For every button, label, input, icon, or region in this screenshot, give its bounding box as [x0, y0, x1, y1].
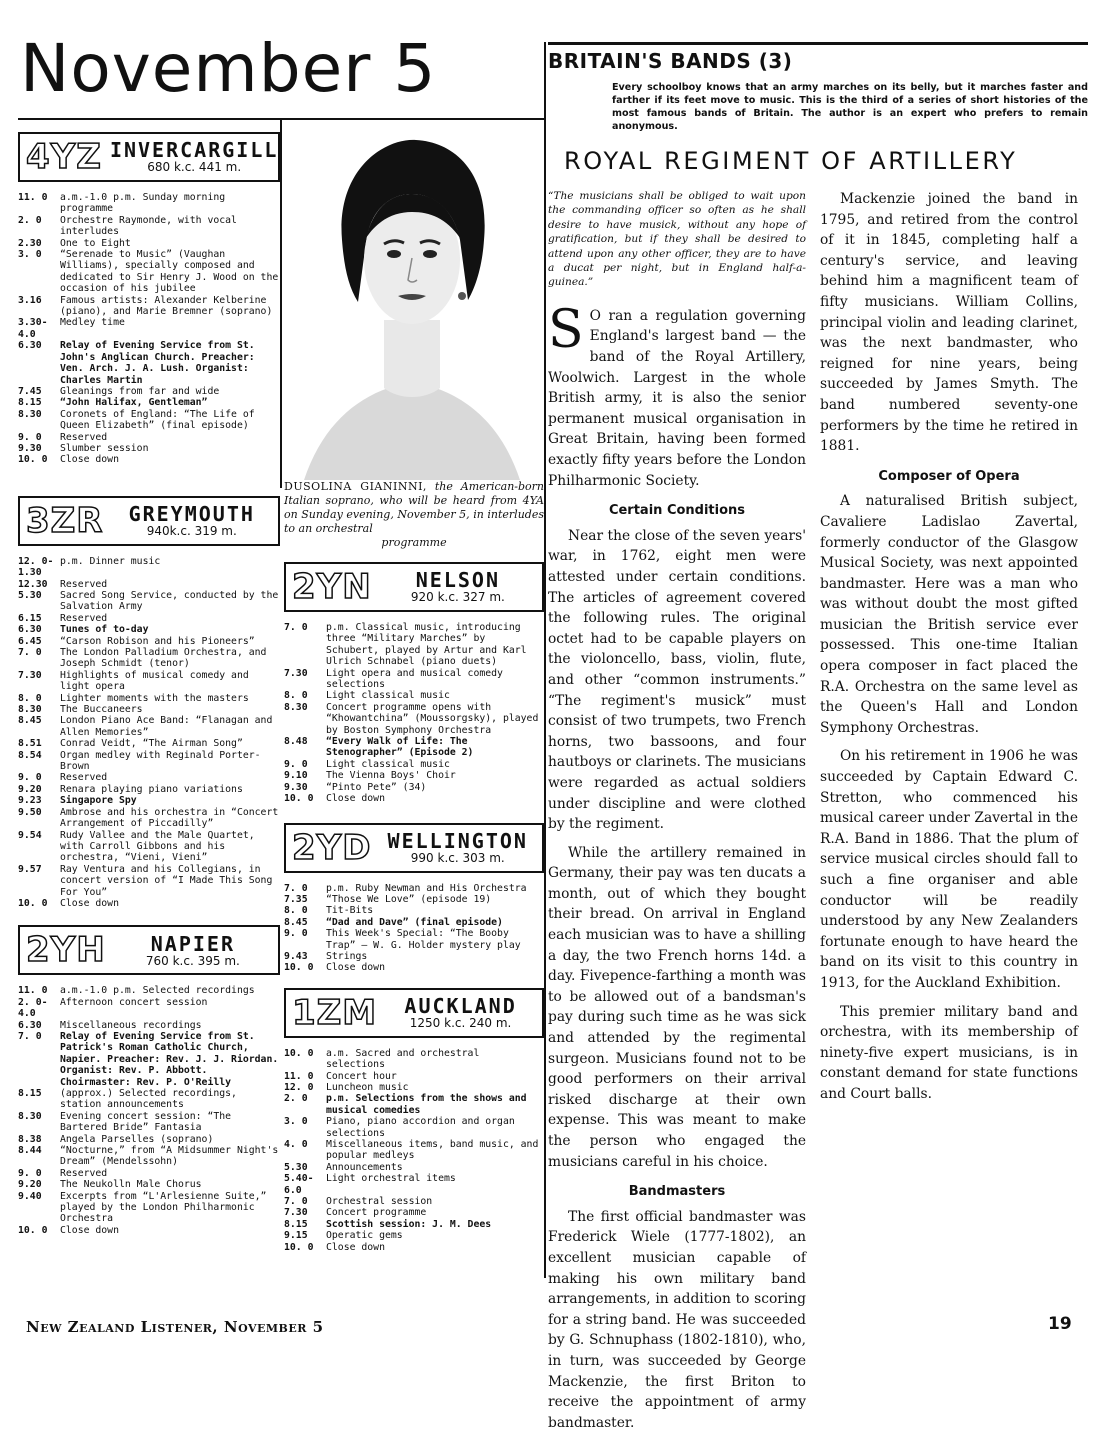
programme-item [18, 1168, 280, 1179]
programme-item [18, 784, 280, 795]
station-header [18, 132, 280, 182]
portrait-illustration [284, 120, 540, 480]
listings-column-right [284, 120, 544, 1253]
programme-item [284, 1139, 544, 1162]
programme-description: Reserved [60, 612, 108, 624]
programme-item [18, 249, 280, 295]
programme-description: Scottish session: J. M. Dees [326, 1218, 492, 1230]
programme-time: 10. 0 [284, 1047, 314, 1059]
programme-item [18, 215, 280, 238]
programme-description: “Those We Love” (episode 19) [326, 893, 492, 905]
programme-time: 8.30 [18, 408, 42, 420]
programme-description: Close down [60, 897, 119, 909]
programme-description: London Piano Ace Band: “Flanagan and Allen Memories” [60, 715, 273, 738]
programme-description: Light orchestral items [326, 1173, 456, 1185]
programme-description: (approx.) Selected recordings, station announcements [60, 1088, 237, 1111]
programme-time: 10. 0 [284, 1241, 314, 1253]
programme-item [18, 997, 280, 1020]
programme-item [284, 1116, 544, 1139]
programme-item [18, 1145, 280, 1168]
programme-time: 3.16 [18, 294, 42, 306]
programme-description: Afternoon concert session [60, 996, 208, 1008]
programme-description: One to Eight [60, 237, 131, 249]
programme-item [284, 1207, 544, 1218]
article-title: ROYAL REGIMENT OF ARTILLERY [564, 147, 1018, 175]
programme-time: 8.48 [284, 736, 308, 748]
programme-time: 2. 0-4.0 [18, 996, 48, 1020]
programme-description: Singapore Spy [60, 795, 137, 807]
programme-item [18, 1225, 280, 1236]
station-info [380, 569, 536, 604]
programme-description: Organ medley with Reginald Porter-Brown [60, 749, 261, 773]
programme-description: Lighter moments with the masters [60, 692, 249, 704]
programme-time: 11. 0 [18, 985, 48, 997]
programme-item [284, 1230, 544, 1241]
station-block-1zm [284, 988, 544, 1253]
programme-description: Announcements [326, 1161, 403, 1173]
programme-description: Angela Parselles (soprano) [60, 1133, 214, 1145]
paragraph-1-text: O ran a regulation governing England's largest band — the band of the Royal Artillery, Woolwich. Largest in the whole British army, it is also the senior permanent musical organisation in Great Britain, having been formed exactly fifty years before the London Philharmonic Society. [548, 307, 806, 489]
programme-description: Relay of Evening Service from St. John's Anglican Church. Preacher: Ven. Arch. J. A. Lush. Organist: Charles Martin [60, 340, 255, 386]
programme-time: 5.40-6.0 [284, 1173, 314, 1196]
programme-item [18, 432, 280, 443]
heading-certain-conditions: Certain Conditions [608, 503, 746, 519]
programme-time: 11. 0 [18, 192, 48, 203]
programme-time: 9.54 [18, 829, 42, 841]
programme-item [18, 397, 280, 408]
programme-description: Excerpts from “L'Arlesienne Suite,” played by the London Philharmonic Orchestra [60, 1190, 267, 1225]
programme-description: Slumber session [60, 442, 149, 454]
programme-description: Medley time [60, 317, 125, 329]
programme-item [18, 386, 280, 397]
programme-time: 9.20 [18, 783, 42, 795]
programme-time: 8.15 [18, 1088, 42, 1099]
heading-bandmasters: Bandmasters [628, 1184, 726, 1200]
programme-description: “Nocturne,” from “A Midsummer Night's Dream” (Mendelssohn) [60, 1145, 279, 1168]
station-call-sign: 1ZM [292, 992, 378, 1033]
programme-description: Sacred Song Service, conducted by the Salvation Army [60, 589, 279, 613]
station-frequency: 760 k.c. 395 m. [145, 953, 240, 968]
programme-description: “Every Walk of Life: The Stenographer” (Episode 2) [326, 736, 474, 759]
station-frequency: 920 k.c. 327 m. [410, 590, 505, 605]
programme-description: Relay of Evening Service from St. Patrick's Roman Catholic Church, Napier. Preacher: Rev. J. J. Riordan. Organist: Rev. P. Abbott. Choirmaster: Rev. P. O'Reilly [60, 1030, 279, 1088]
programme-description: Light opera and musical comedy selections [326, 667, 503, 691]
opening-quote: “The musicians shall be obliged to wait upon the commanding officer so often as he shall desire to have musick, without any hope of gratification, but if they shall be desired to attend upon any other officer, they are to have a ducat per night, but in England half-a-guinea.” [548, 190, 806, 289]
programme-description: Evening concert session: “The Bartered Bride” Fantasia [60, 1110, 232, 1134]
station-call-sign: 2YH [26, 930, 106, 971]
programme-description: p.m. Classical music, introducing three “Military Marches” by Schubert, played by Artur and Karl Ulrich Schnabel (piano duets) [326, 622, 527, 668]
programme-time: 6.30 [18, 1019, 42, 1031]
programme-item [18, 613, 280, 624]
programme-description: Conrad Veidt, “The Airman Song” [60, 738, 243, 750]
programme-item [18, 624, 280, 635]
programme-description: a.m.-1.0 p.m. Sunday morning programme [60, 192, 226, 215]
programme-item [18, 1134, 280, 1145]
programme-time: 6.45 [18, 635, 42, 647]
programme-item [18, 715, 280, 738]
programme-item [18, 317, 280, 340]
programme-time: 5.30 [18, 589, 42, 601]
programme-time: 9.30 [18, 442, 42, 454]
programme-item [284, 1242, 544, 1253]
programme-item [18, 192, 280, 215]
paragraph-6: A naturalised British subject, Cavaliere Ladislao Zavertal, formerly conductor of the Glasgow Musical Society, was next appointed bandmaster. Here was a man who was without doubt the most gifted musician the British service ever possessed. This one-time Italian opera composer in fact placed the R.A. Orchestra on the same level as the Queen's Hall and London Symphony Orchestras. [820, 493, 1078, 736]
station-block-4yz [18, 132, 280, 466]
programme-item [18, 864, 280, 898]
programme-description: Reserved [60, 431, 108, 443]
paragraph-1 [548, 299, 806, 491]
programme-time: 10. 0 [284, 962, 314, 974]
programme-list [284, 622, 544, 805]
caption-last: programme [381, 536, 447, 549]
programme-list [18, 192, 280, 466]
programme-time: 8.30 [18, 1110, 42, 1122]
programme-time: 9.10 [284, 770, 308, 782]
programme-time: 8.15 [18, 397, 42, 409]
programme-item [284, 782, 544, 793]
programme-item [18, 556, 280, 579]
programme-item [18, 579, 280, 590]
programme-description: Reserved [60, 1167, 108, 1179]
programme-item [18, 295, 280, 318]
programme-item [284, 894, 544, 905]
programme-description: p.m. Dinner music [60, 555, 161, 567]
programme-item [284, 1071, 544, 1082]
programme-item [284, 622, 544, 668]
programme-item [18, 454, 280, 465]
programme-time: 7.30 [18, 669, 42, 681]
station-block-2yn [284, 562, 544, 805]
programme-item [284, 770, 544, 781]
programme-item [18, 807, 280, 830]
programme-time: 8. 0 [284, 905, 308, 917]
programme-item [18, 795, 280, 806]
caption-name: DUSOLINA GIANINNI, [284, 480, 427, 493]
station-frequency: 940k.c. 319 m. [146, 524, 237, 539]
programme-description: This Week's Special: “The Booby Trap” — W. G. Holder mystery play [326, 928, 521, 951]
page-number: 19 [1048, 1314, 1072, 1334]
station-call-sign: 3ZR [26, 500, 104, 541]
programme-item [18, 636, 280, 647]
station-block-2yh [18, 925, 280, 1236]
programme-description: Ambrose and his orchestra in “Concert Arrangement of Piccadilly” [60, 806, 279, 830]
programme-item [18, 647, 280, 670]
programme-time: 6.30 [18, 624, 42, 636]
programme-item [18, 738, 280, 749]
programme-item [284, 1082, 544, 1093]
article-body [548, 189, 1088, 1441]
programme-list [284, 1048, 544, 1253]
programme-time: 9. 0 [284, 758, 308, 770]
station-city: AUCKLAND [404, 994, 517, 1019]
programme-time: 11. 0 [284, 1070, 314, 1082]
programme-time: 9. 0 [18, 431, 42, 443]
programme-time: 8.38 [18, 1133, 42, 1145]
programme-description: Close down [326, 962, 385, 974]
programme-description: Gleanings from far and wide [60, 385, 220, 397]
photo-caption [284, 480, 544, 550]
station-city: NELSON [415, 568, 500, 593]
programme-time: 9.57 [18, 863, 42, 875]
station-block-3zr [18, 496, 280, 910]
programme-time: 2.30 [18, 237, 42, 249]
programme-description: The Vienna Boys' Choir [326, 770, 456, 782]
paragraph-8: This premier military band and orchestra, with its membership of ninety-five expert musicians, is in constant demand for state functions and Court balls. [820, 1003, 1078, 1102]
programme-time: 2. 0 [18, 214, 42, 226]
listings-column-left [18, 120, 280, 1236]
programme-item [284, 702, 544, 736]
programme-item [18, 985, 280, 996]
programme-description: p.m. Ruby Newman and His Orchestra [326, 882, 527, 894]
programme-item [284, 917, 544, 928]
station-info [112, 503, 273, 538]
programme-item [284, 951, 544, 962]
programme-time: 7. 0 [284, 882, 308, 894]
programme-description: a.m. Sacred and orchestral selections [326, 1047, 480, 1071]
paragraph-2: Near the close of the seven years' war, in 1762, eight men were attested under certain conditions. The articles of agreement covered the following rules. The original octet had to be capable players on the violoncello, bass, violin, flute, and other “common instruments.” “The regiment's musick” must consist of two trumpets, two French horns, two bassoons, and four hautboys or clarinets. The musicians were regarded as actual soldiers under discipline and were clothed by the regiment. [548, 527, 806, 833]
programme-description: Close down [326, 1241, 385, 1253]
programme-description: Close down [60, 454, 119, 466]
programme-description: Concert programme [326, 1207, 427, 1219]
programme-item [18, 443, 280, 454]
programme-item [18, 1179, 280, 1190]
programme-item [284, 1048, 544, 1071]
page-title: November 5 [20, 30, 437, 107]
programme-time: 10. 0 [18, 897, 48, 909]
station-city: WELLINGTON [387, 828, 528, 853]
station-frequency: 990 k.c. 303 m. [410, 850, 505, 865]
programme-item [284, 793, 544, 804]
article [548, 42, 1088, 1441]
programme-description: The London Palladium Orchestra, and Joseph Schmidt (tenor) [60, 647, 267, 670]
programme-time: 8.45 [18, 715, 42, 727]
station-frequency: 1250 k.c. 240 m. [409, 1016, 512, 1031]
programme-item [18, 693, 280, 704]
programme-time: 12. 0-1.30 [18, 555, 54, 579]
programme-description: Tunes of to-day [60, 624, 149, 636]
programme-item [284, 759, 544, 770]
paragraph-3: While the artillery remained in Germany, their pay was ten ducats a month, out of which they bought their bread. On arrival in England each musician was to have a shilling a day, the two French horns 14d. a day. Fivepence-farthing a month was to be allowed out of a bandsman's pay during such time as he was sick and attended by the regimental surgeon. Musicians found not to be good performers on their arrival risked discharge at their own expense. This was meant to make the person who engaged the musicians careful in his choice. [548, 844, 806, 1170]
programme-description: Luncheon music [326, 1081, 409, 1093]
programme-time: 9.50 [18, 806, 42, 818]
programme-description: “Carson Robison and his Pioneers” [60, 635, 255, 647]
programme-time: 8.30 [18, 704, 42, 716]
programme-item [18, 409, 280, 432]
programme-item [18, 340, 280, 386]
programme-time: 3.30-4.0 [18, 317, 48, 340]
portrait-photo [284, 120, 540, 480]
programme-time: 9.15 [284, 1230, 308, 1242]
programme-time: 12. 0 [284, 1081, 314, 1093]
programme-time: 6.15 [18, 612, 42, 624]
column-divider [544, 42, 546, 1278]
programme-time: 9.40 [18, 1190, 42, 1202]
programme-time: 8. 0 [18, 692, 42, 704]
programme-description: Operatic gems [326, 1230, 403, 1242]
programme-item [284, 690, 544, 701]
programme-time: 9.30 [284, 781, 308, 793]
programme-time: 7.30 [284, 667, 308, 679]
programme-time: 3. 0 [284, 1116, 308, 1128]
station-call-sign: 2YD [292, 827, 372, 868]
heading-composer-of-opera: Composer of Opera [878, 468, 1020, 484]
programme-item [284, 928, 544, 951]
programme-time: 3. 0 [18, 249, 42, 261]
programme-item [284, 1173, 544, 1196]
programme-description: The Buccaneers [60, 704, 143, 716]
programme-item [18, 1111, 280, 1134]
programme-description: “Serenade to Music” (Vaughan Williams), specially composed and dedicated to Sir Henry J. Wood on the occasion of his jubilee [60, 249, 279, 295]
programme-item [18, 670, 280, 693]
programme-description: Miscellaneous items, band music, and popular medleys [326, 1139, 539, 1162]
programme-item [284, 1093, 544, 1116]
programme-time: 7. 0 [284, 622, 308, 633]
programme-time: 4. 0 [284, 1139, 308, 1150]
programme-time: 7.30 [284, 1207, 308, 1219]
series-title: BRITAIN'S BANDS (3) [548, 42, 1088, 73]
programme-description: Orchestral session [326, 1196, 433, 1208]
programme-time: 12.30 [18, 578, 48, 590]
programme-item [18, 1020, 280, 1031]
station-city: GREYMOUTH [128, 502, 255, 527]
programme-description: Concert hour [326, 1070, 397, 1082]
programme-description: Close down [60, 1224, 119, 1236]
programme-item [18, 772, 280, 783]
programme-item [18, 704, 280, 715]
programme-item [284, 736, 544, 759]
programme-description: a.m.-1.0 p.m. Selected recordings [60, 985, 255, 997]
programme-time: 7. 0 [18, 647, 42, 658]
programme-time: 7. 0 [18, 1030, 42, 1042]
station-info [385, 995, 536, 1030]
programme-description: Reserved [60, 772, 108, 784]
programme-description: Miscellaneous recordings [60, 1019, 202, 1031]
station-city: NAPIER [150, 931, 235, 956]
programme-description: “John Halifax, Gentleman” [60, 397, 208, 409]
programme-description: Light classical music [326, 758, 450, 770]
programme-description: Renara playing piano variations [60, 783, 243, 795]
programme-time: 8.44 [18, 1145, 42, 1157]
programme-item [18, 1191, 280, 1225]
programme-description: “Pinto Pete” (34) [326, 781, 427, 793]
programme-item [18, 750, 280, 773]
paragraph-4: The first official bandmaster was Frederick Wiele (1777-1802), an excellent musician capable of making his own military band arrangements, in addition to scoring for a string band. He was succeeded by G. Schnuphass (1802-1810), who, in turn, was succeeded by George Mackenzie, the first Briton to receive the appointment of army bandmaster. [548, 1208, 806, 1431]
programme-item [284, 1162, 544, 1173]
programme-description: Light classical music [326, 690, 450, 702]
programme-time: 8. 0 [284, 690, 308, 702]
programme-item [284, 1219, 544, 1230]
programme-item [18, 898, 280, 909]
paragraph-5: Mackenzie joined the band in 1795, and retired from the control of it in 1845, completing half a century's service, and leaving behind him a magnificent team of fifty musicians. William Collins, principal violin and leading clarinet, was the next bandmaster, who reigned for nine years, being succeeded by James Smyth. The band numbered seventy-one performers by the time he retired in 1881. [820, 191, 1078, 455]
programme-time: 10. 0 [284, 793, 314, 805]
programme-description: Reserved [60, 578, 108, 590]
station-frequency: 680 k.c. 441 m. [147, 160, 242, 175]
article-intro: Every schoolboy knows that an army marches on its belly, but it marches faster and farther if its feet move to music. This is the third of a series of short histories of the most famous bands of Britain. The author is an expert who prefers to remain anonymous. [612, 82, 1088, 132]
programme-time: 7.45 [18, 385, 42, 397]
station-header [284, 988, 544, 1038]
programme-time: 9. 0 [284, 928, 308, 940]
station-header [284, 823, 544, 873]
programme-list [18, 985, 280, 1236]
programme-list [18, 556, 280, 910]
station-header [18, 925, 280, 975]
programme-list [284, 883, 544, 974]
programme-time: 10. 0 [18, 454, 48, 466]
station-call-sign: 2YN [292, 567, 372, 607]
programme-time: 6.30 [18, 340, 42, 352]
programme-description: Piano, piano accordion and organ selections [326, 1116, 515, 1139]
programme-time: 7. 0 [284, 1196, 308, 1208]
station-info [114, 933, 272, 968]
programme-description: Close down [326, 793, 385, 805]
programme-item [18, 590, 280, 613]
programme-item [284, 905, 544, 916]
programme-time: 5.30 [284, 1161, 308, 1173]
programme-time: 10. 0 [18, 1224, 48, 1236]
programme-time: 9. 0 [18, 772, 42, 784]
programme-description: Coronets of England: “The Life of Queen Elizabeth” (final episode) [60, 408, 255, 432]
programme-description: Famous artists: Alexander Kelberine (piano), and Marie Bremner (soprano) [60, 294, 273, 318]
caption-text: the American-born Italian soprano, who will be heard from 4YA on Sunday evening, November 5, in interludes to an orchestral [284, 480, 544, 535]
programme-time: 8.45 [284, 916, 308, 928]
programme-item [284, 1196, 544, 1207]
station-city: INVERCARGILL [109, 138, 279, 163]
programme-time: 8.30 [284, 701, 308, 713]
programme-time: 8.15 [284, 1218, 308, 1230]
programme-description: “Dad and Dave” (final episode) [326, 916, 503, 928]
station-call-sign: 4YZ [26, 137, 102, 177]
programme-description: Concert programme opens with “Khowantchina” (Moussorgsky), played by Boston Symphony Orchestra [326, 701, 539, 736]
drop-cap: S [548, 299, 584, 360]
programme-description: Orchestre Raymonde, with vocal interludes [60, 214, 237, 238]
listing-divider [280, 118, 282, 488]
programme-description: Rudy Vallee and the Male Quartet, with Carroll Gibbons and his orchestra, “Vieni, Vieni” [60, 829, 255, 864]
programme-time: 9.23 [18, 795, 42, 807]
programme-item [18, 830, 280, 864]
programme-time: 9. 0 [18, 1167, 42, 1179]
footer-publication: New Zealand Listener, November 5 [26, 1318, 324, 1336]
programme-time: 8.54 [18, 749, 42, 761]
paragraph-7: On his retirement in 1906 he was succeeded by Captain Edward C. Stretton, who commenced his musical career under Zavertal in the R.A. Band in 1886. That the plum of service musical circles should fall to such a fine organiser and able conductor will be readily understood by any New Zealanders fortunate enough to have heard the band on its visit to this country in 1913, for the Auckland Exhibition. [820, 748, 1078, 991]
programme-item [18, 238, 280, 249]
programme-time: 8.51 [18, 738, 42, 750]
article-column-1 [548, 189, 806, 1441]
programme-description: p.m. Selections from the shows and musical comedies [326, 1093, 527, 1116]
programme-time: 7.35 [284, 893, 308, 905]
programme-time: 9.20 [18, 1179, 42, 1191]
station-header [18, 496, 280, 546]
station-header [284, 562, 544, 612]
programme-description: Highlights of musical comedy and light opera [60, 669, 249, 693]
programme-time: 2. 0 [284, 1093, 308, 1105]
station-block-2yd [284, 823, 544, 974]
station-info [110, 139, 279, 174]
station-info [380, 830, 537, 865]
programme-item [18, 1088, 280, 1111]
article-column-2 [820, 189, 1078, 1441]
programme-description: Ray Ventura and his Collegians, in concert version of “I Made This Song For You” [60, 863, 273, 898]
programme-description: The Neukolln Male Chorus [60, 1179, 202, 1191]
programme-description: Strings [326, 950, 368, 962]
programme-item [284, 962, 544, 973]
programme-description: Tit-Bits [326, 905, 374, 917]
programme-item [18, 1031, 280, 1088]
programme-item [284, 668, 544, 691]
programme-time: 9.43 [284, 950, 308, 962]
programme-item [284, 883, 544, 894]
